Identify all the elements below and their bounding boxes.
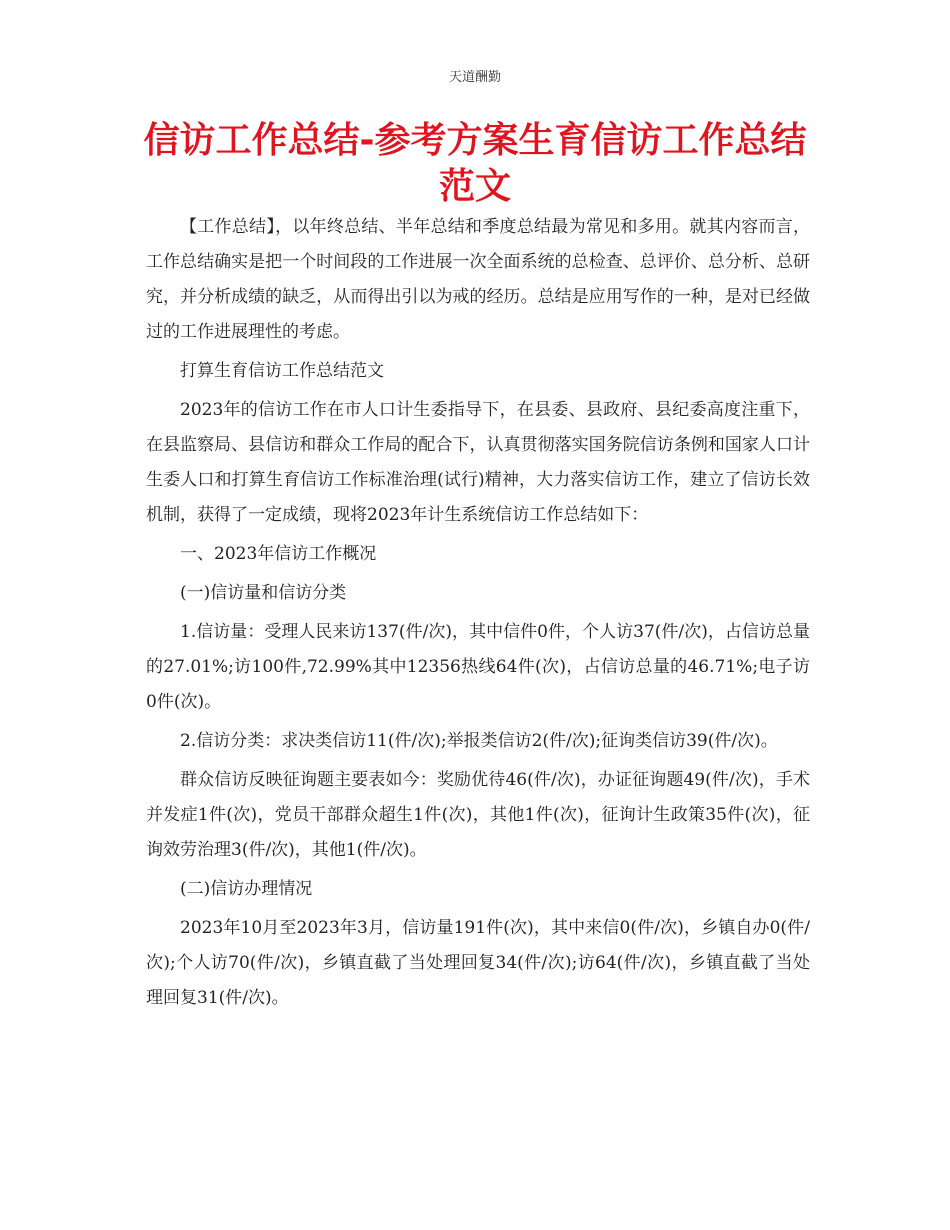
paragraph-classification: 2.信访分类：求决类信访11(件/次);举报类信访2(件/次);征询类信访39(件/次)。 [180, 731, 778, 751]
paragraph-subtitle: 打算生育信访工作总结范文 [180, 361, 384, 381]
document-title: 信访工作总结-参考方案生育信访工作总结范文 [143, 120, 807, 207]
paragraph-overview: 2023年的信访工作在市人口计生委指导下，在县委、县政府、县纪委高度注重下，在县监察局、县信访和群众工作局的配合下，认真贯彻落实国务院信访条例和国家人口计生委人口和打算生育信访工作标准治理(试行)精神，大力落实信访工作，建立了信访长效机制，获得了一定成绩，现将2023年计生系统信访工作总结如下： [146, 400, 810, 525]
subsection-heading-1: (一)信访量和信访分类 [180, 583, 347, 603]
subsection-heading-2: (二)信访办理情况 [180, 879, 313, 899]
section-heading-1: 一、2023年信访工作概况 [180, 544, 377, 564]
document-body [146, 210, 810, 1020]
paragraph-issues: 群众信访反映征询题主要表如今：奖励优待46(件/次)，办证征询题49(件/次)，手术并发症1件(次)，党员干部群众超生1件(次)，其他1件(次)，征询计生政策35件(次)，征询效劳治理3(件/次)，其他1(件/次)。 [146, 770, 810, 860]
paragraph-intro: 【工作总结】，以年终总结、半年总结和季度总结最为常见和多用。就其内容而言，工作总结确实是把一个时间段的工作进展一次全面系统的总检查、总评价、总分析、总研究，并分析成绩的缺乏，从而得出引以为戒的经历。总结是应用写作的一种，是对已经做过的工作进展理性的考虑。 [146, 217, 810, 342]
header-watermark: 天道酬勤 [448, 70, 501, 85]
paragraph-volume: 1.信访量：受理人民来访137(件/次)，其中信件0件，个人访37(件/次)，占信访总量的27.01%;访100件,72.99%其中12356热线64件(次)，占信访总量的46.71%;电子访0件(次)。 [146, 622, 810, 712]
paragraph-handling: 2023年10月至2023年3月，信访量191件(次)，其中来信0(件/次)，乡镇自办0(件/次);个人访70(件/次)，乡镇直截了当处理回复34(件/次);访64(件/次)，乡镇直截了当处理回复31(件/次)。 [146, 918, 810, 1008]
